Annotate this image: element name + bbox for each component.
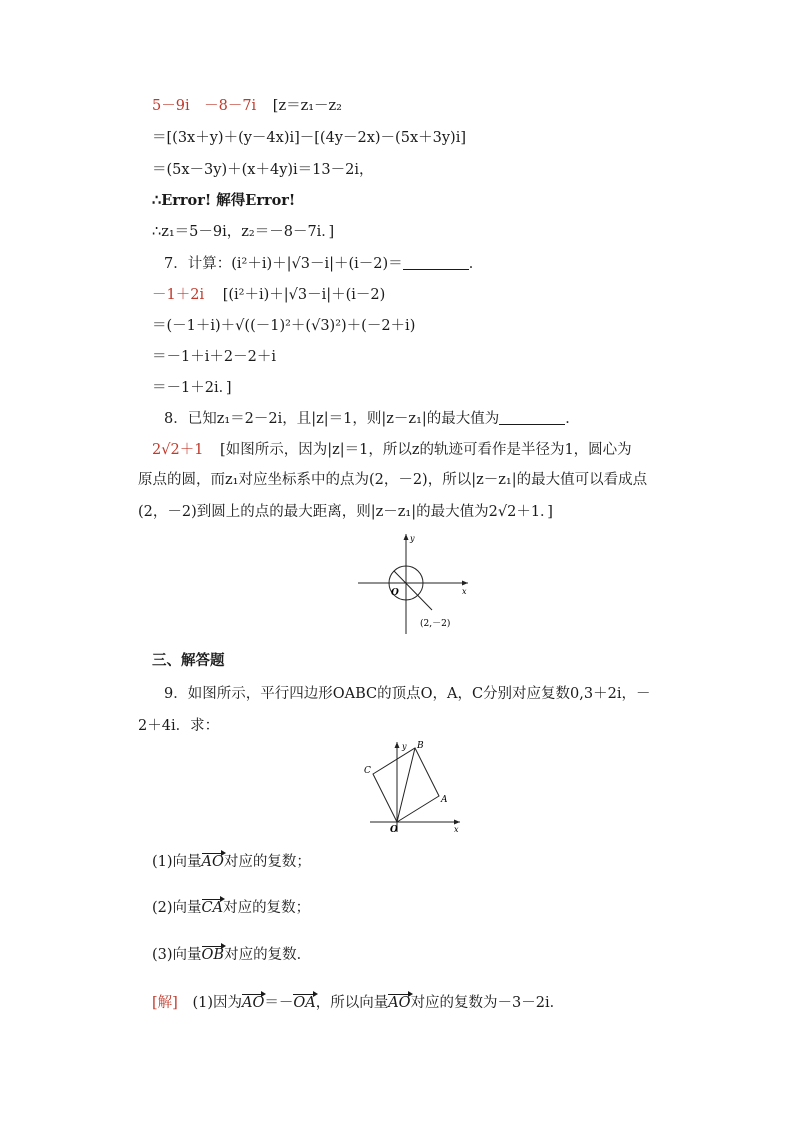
x-label: x [454, 825, 459, 834]
vector-ca: CA [201, 900, 224, 916]
x-axis-arrow-icon [462, 581, 468, 586]
solution-8-line1: [如图所示，因为|z|＝1，所以z的轨迹可看作是半径为1，圆心为 [220, 442, 632, 458]
y-label: y [410, 534, 415, 543]
solution-5-line5: ∴z₁＝5－9i，z₂＝－8－7i．] [152, 224, 335, 240]
figure-circle-diagram [350, 530, 480, 640]
solution-5-line4: ∴Error! 解得Error! [152, 192, 296, 209]
subquestion-3: (3)向量OB对应的复数． [152, 947, 312, 963]
question-8: 8．已知z₁＝2－2i，且|z|＝1，则|z－z₁|的最大值为 ． [164, 411, 580, 427]
x-axis-arrow-icon [454, 820, 460, 825]
subquestion-1: (1)向量AO对应的复数； [152, 854, 311, 870]
figure-parallelogram [364, 738, 466, 836]
y-axis-arrow-icon [395, 742, 400, 748]
answer-line-7 [152, 285, 385, 305]
question-7-stem: 7．计算：(i²＋i)＋|√3－i|＋(i－2)＝ [164, 256, 403, 272]
solution-5-line1: [z＝z₁－z₂ [272, 98, 342, 114]
answer-blank [403, 255, 469, 270]
vector-ao: AO [388, 995, 411, 1011]
solution-5-line3: ＝(5x－3y)＋(x＋4y)i＝13－2i， [152, 162, 374, 178]
section-heading: 三、解答题 [152, 652, 225, 669]
answer-7: －1＋2i [152, 287, 205, 303]
question-7: 7．计算：(i²＋i)＋|√3－i|＋(i－2)＝ ． [164, 256, 484, 272]
diagonal-ob [397, 748, 415, 822]
solution-7-line1: [(i²＋i)＋|√3－i|＋(i－2) [222, 287, 386, 303]
label-b: B [417, 741, 424, 751]
label-o: O [390, 825, 398, 835]
label-c: C [364, 766, 371, 776]
distance-line [394, 571, 432, 610]
answer-line-8 [152, 440, 632, 460]
vector-ao: AO [201, 854, 224, 870]
solution-9-line1: [解] (1)因为AO＝－OA，所以向量AO对应的复数为－3－2i． [152, 995, 565, 1011]
vector-oa: OA [293, 995, 316, 1011]
label-a: A [441, 795, 448, 805]
solution-5-line2: ＝[(3x＋y)＋(y－4x)i]－[(4y－2x)－(5x＋3y)i] [152, 130, 466, 146]
y-axis-arrow-icon [404, 534, 409, 540]
answer-line-5 [152, 96, 342, 116]
question-9-line2: 2＋4i．求： [138, 718, 220, 734]
x-label: x [462, 587, 467, 596]
y-label: y [402, 742, 407, 751]
point-label: (2,－2) [420, 619, 451, 629]
vector-ob: OB [201, 947, 225, 963]
solution-tag: [解] [152, 995, 178, 1011]
solution-7-line2: ＝(－1＋i)＋√((－1)²＋(√3)²)＋(－2＋i) [152, 318, 416, 334]
solution-8-line3: (2，－2)到圆上的点的最大距离，则|z－z₁|的最大值为2√2＋1．] [138, 504, 553, 520]
answer-5: 5－9i －8－7i [152, 98, 257, 114]
vector-ao: AO [241, 995, 265, 1011]
solution-7-line3: ＝－1＋i＋2－2＋i [152, 349, 276, 365]
question-9-line1: 9．如图所示，平行四边形OABC的顶点O，A，C分别对应复数0,3＋2i，－ [164, 686, 651, 702]
answer-8: 2√2＋1 [152, 442, 204, 458]
origin-label: O [391, 588, 399, 598]
solution-8-line2: 原点的圆，而z₁对应坐标系中的点为(2，－2)，所以|z－z₁|的最大值可以看成点 [138, 472, 648, 488]
solution-7-line4: ＝－1＋2i．] [152, 380, 232, 396]
question-8-stem: 8．已知z₁＝2－2i，且|z|＝1，则|z－z₁|的最大值为 [164, 411, 500, 427]
subquestion-2: (2)向量CA对应的复数； [152, 900, 311, 916]
answer-blank [499, 410, 565, 425]
